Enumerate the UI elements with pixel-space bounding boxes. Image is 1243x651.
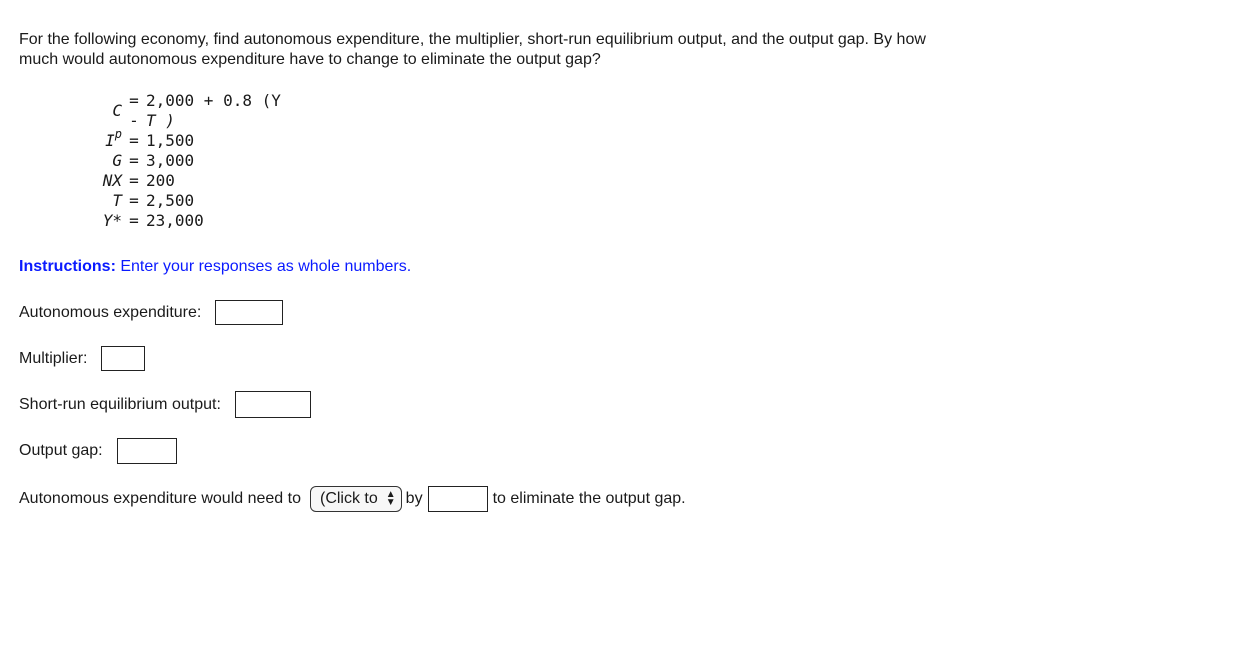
by-text: by [405, 490, 423, 507]
equations-block [86, 91, 281, 231]
equation-equals: = [129, 171, 139, 190]
equation-rhs-line2: T ) [146, 111, 175, 130]
final-prefix-text: Autonomous expenditure would need to [19, 490, 301, 507]
equation-lhs: Y* [102, 211, 122, 230]
equation-equals: = [129, 191, 139, 210]
equation-rhs: 1,500 [146, 131, 195, 150]
equation-equals: = [129, 91, 139, 110]
equilibrium-output-label: Short-run equilibrium output: [19, 395, 221, 413]
autonomous-expenditure-label: Autonomous expenditure: [19, 303, 202, 321]
autonomous-expenditure-row [19, 300, 283, 325]
equation-potential-output [86, 211, 281, 231]
change-amount-input[interactable] [428, 486, 488, 512]
equation-lhs: G [112, 151, 122, 170]
final-suffix-text: to eliminate the output gap. [492, 490, 686, 507]
equation-lhs: NX [102, 171, 122, 190]
instructions [19, 258, 411, 276]
multiplier-label: Multiplier: [19, 349, 88, 367]
equation-minus: - [129, 111, 139, 130]
question-prompt: For the following economy, find autonomous expenditure, the multiplier, short-run equilibrium output, and the output gap. By how much would autonomous expenditure have to change to eliminate the output gap? [19, 31, 926, 68]
equation-investment [86, 126, 281, 151]
autonomous-expenditure-input[interactable] [215, 300, 283, 325]
instructions-text: Enter your responses as whole numbers. [115, 258, 412, 275]
select-arrows-icon: ▲ ▼ [385, 489, 396, 508]
instructions-label: Instructions: [19, 258, 116, 275]
equation-rhs: 2,500 [146, 191, 195, 210]
output-gap-input[interactable] [117, 438, 177, 464]
change-direction-selected-value: (Click to [319, 490, 378, 507]
equation-taxes [86, 191, 281, 211]
equation-lhs: T [112, 191, 122, 210]
equation-rhs-line1: 2,000 + 0.8 (Y [146, 91, 281, 110]
equation-lhs-superscript: p [114, 126, 122, 141]
equation-government [86, 151, 281, 171]
multiplier-input[interactable] [101, 346, 145, 371]
equilibrium-output-row [19, 391, 311, 418]
change-direction-select[interactable] [310, 486, 402, 512]
equation-lhs: C [112, 101, 122, 120]
equation-rhs: 3,000 [146, 151, 195, 170]
output-gap-label: Output gap: [19, 442, 103, 459]
equilibrium-output-input[interactable] [235, 391, 311, 418]
equation-equals: = [129, 151, 139, 170]
equation-lhs [86, 126, 122, 151]
equation-equals: = [129, 131, 139, 150]
equation-lhs-base: I [105, 131, 115, 150]
equation-rhs: 23,000 [146, 211, 204, 230]
final-answer-row [19, 486, 686, 512]
multiplier-row [19, 346, 145, 371]
equation-equals: = [129, 211, 139, 230]
output-gap-row [19, 438, 177, 464]
equation-net-exports [86, 171, 281, 191]
equation-consumption [86, 91, 281, 131]
equation-rhs: 200 [146, 171, 175, 190]
